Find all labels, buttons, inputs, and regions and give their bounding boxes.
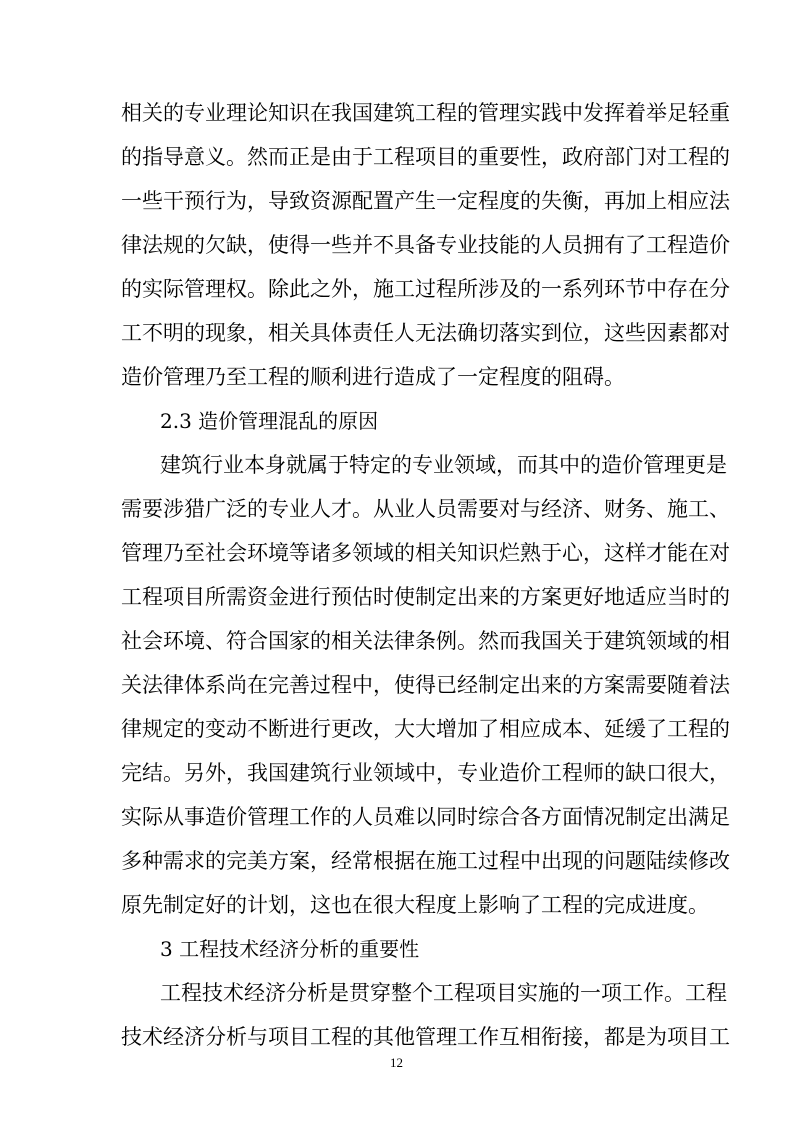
body-text-line: 实际从事造价管理工作的人员难以同时综合各方面情况制定出满足: [121, 805, 730, 829]
body-text-line: 关法律体系尚在完善过程中，使得已经制定出来的方案需要随着法: [121, 673, 730, 697]
body-text-line: 社会环境、符合国家的相关法律条例。然而我国关于建筑领域的相: [121, 629, 730, 653]
body-text-line: 的实际管理权。除此之外，施工过程所涉及的一系列环节中存在分: [121, 277, 730, 301]
body-text-line: 完结。另外，我国建筑行业领域中，专业造价工程师的缺口很大，: [121, 761, 730, 785]
section-heading-3: 3 工程技术经济分析的重要性: [160, 937, 420, 961]
page-number: 12: [390, 1055, 403, 1070]
body-text-line: 一些干预行为，导致资源配置产生一定程度的失衡，再加上相应法: [121, 189, 730, 213]
body-text-line-paragraph-end: 原先制定好的计划，这也在很大程度上影响了工程的完成进度。: [121, 893, 709, 917]
body-text-line: 相关的专业理论知识在我国建筑工程的管理实践中发挥着举足轻重: [121, 101, 730, 125]
body-text-line: 律规定的变动不断进行更改，大大增加了相应成本、延缓了工程的: [121, 717, 730, 741]
body-text-line-paragraph-start: 工程技术经济分析是贯穿整个工程项目实施的一项工作。工程: [160, 981, 727, 1005]
body-text-line: 多种需求的完美方案，经常根据在施工过程中出现的问题陆续修改: [121, 849, 730, 873]
body-text-line: 需要涉猎广泛的专业人才。从业人员需要对与经济、财务、施工、: [121, 497, 730, 521]
section-heading-2-3: 2.3 造价管理混乱的原因: [160, 409, 379, 433]
body-text-line: 工不明的现象，相关具体责任人无法确切落实到位，这些因素都对: [121, 321, 730, 345]
body-text-line-paragraph-start: 建筑行业本身就属于特定的专业领域，而其中的造价管理更是: [160, 453, 727, 477]
body-text-line: 管理乃至社会环境等诸多领域的相关知识烂熟于心，这样才能在对: [121, 541, 730, 565]
body-text-line: 技术经济分析与项目工程的其他管理工作互相衔接，都是为项目工: [121, 1025, 730, 1049]
body-text-line: 工程项目所需资金进行预估时使制定出来的方案更好地适应当时的: [121, 585, 730, 609]
body-text-line: 律法规的欠缺，使得一些并不具备专业技能的人员拥有了工程造价: [121, 233, 730, 257]
body-text-line-paragraph-end: 造价管理乃至工程的顺利进行造成了一定程度的阻碍。: [121, 365, 625, 389]
body-text-line: 的指导意义。然而正是由于工程项目的重要性，政府部门对工程的: [121, 145, 730, 169]
